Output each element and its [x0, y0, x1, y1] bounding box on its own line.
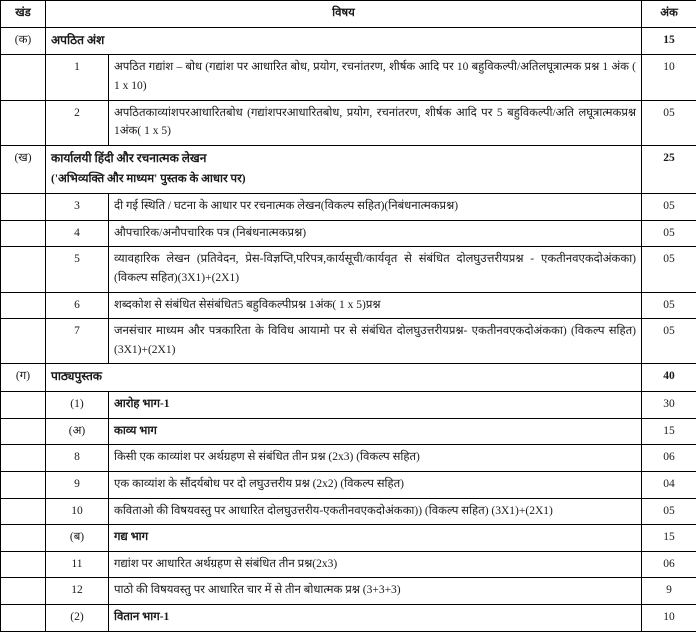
- row-ank: 05: [642, 100, 696, 145]
- row-ank: 05: [642, 319, 696, 364]
- row-vishay: शब्दकोश से संबंधित सेसंबंधित5 बहुविकल्पीप्रश्न 1अंक( 1 x 5)प्रश्न: [109, 292, 642, 319]
- row-ank: 10: [642, 605, 696, 632]
- table-row: [1, 247, 696, 292]
- table-row: [1, 418, 696, 445]
- table-row: [1, 578, 696, 605]
- row-ank: 05: [642, 292, 696, 319]
- row-khand: [1, 551, 46, 578]
- header-cell-khand: खंड: [1, 1, 46, 28]
- row-ank: 05: [642, 194, 696, 221]
- row-vishay: पाठो की विषयवस्तु पर आधारित चार में से तीन बोधात्मक प्रश्न (3+3+3): [109, 578, 642, 605]
- row-number: 2: [46, 100, 109, 145]
- row-khand: [1, 247, 46, 292]
- row-number: 6: [46, 292, 109, 319]
- row-vishay: [46, 145, 642, 193]
- table-row: [1, 498, 696, 525]
- row-vishay: गद्य भाग: [109, 525, 642, 552]
- row-ank: 9: [642, 578, 696, 605]
- row-vishay: कविताओ की विषयवस्तु पर आधारित दोलघुउत्तरीय-एकतीनवएकदोअंकका)) (विकल्प सहित) (3X1)+(2X1): [109, 498, 642, 525]
- table-row: [1, 220, 696, 247]
- row-khand: (ग): [1, 364, 46, 392]
- row-vishay: [46, 364, 642, 392]
- row-number: 4: [46, 220, 109, 247]
- row-ank: 06: [642, 551, 696, 578]
- table-row: [1, 145, 696, 193]
- row-number: 7: [46, 319, 109, 364]
- table-header-row: [1, 1, 696, 28]
- row-ank: 15: [642, 418, 696, 445]
- row-vishay: जनसंचार माध्यम और पत्रकारिता के विविध आयामो पर से संबंधित दोलघुउत्तरीयप्रश्न- एकतीनवएकदोअंकका) (विकल्प सहित)(3X1)+(2X1): [109, 319, 642, 364]
- row-number: 11: [46, 551, 109, 578]
- row-number: 10: [46, 498, 109, 525]
- row-number: (2): [46, 605, 109, 632]
- table-row: [1, 551, 696, 578]
- row-ank: 40: [642, 364, 696, 392]
- row-ank: 05: [642, 220, 696, 247]
- row-ank: 05: [642, 498, 696, 525]
- table-row: [1, 525, 696, 552]
- row-ank: 15: [642, 27, 696, 55]
- row-title: कार्यालयी हिंदी और रचनात्मक लेखन: [51, 151, 206, 165]
- table-row: [1, 292, 696, 319]
- table-row: [1, 100, 696, 145]
- table-row: [1, 55, 696, 100]
- row-number: (ब): [46, 525, 109, 552]
- row-vishay: काव्य भाग: [109, 418, 642, 445]
- row-title: पाठ्यपुस्तक: [51, 369, 102, 383]
- row-khand: [1, 418, 46, 445]
- table-row: [1, 605, 696, 632]
- row-number: 3: [46, 194, 109, 221]
- row-number: (1): [46, 392, 109, 419]
- row-khand: (ख): [1, 145, 46, 193]
- row-khand: [1, 525, 46, 552]
- row-khand: [1, 471, 46, 498]
- row-khand: [1, 605, 46, 632]
- row-khand: [1, 498, 46, 525]
- row-ank: 04: [642, 471, 696, 498]
- row-vishay: आरोह भाग-1: [109, 392, 642, 419]
- table-row: [1, 319, 696, 364]
- header-cell-vishay: विषय: [46, 1, 642, 28]
- row-khand: [1, 292, 46, 319]
- table-row: [1, 194, 696, 221]
- row-vishay: गद्यांश पर आधारित अर्थग्रहण से संबंधित तीन प्रश्न(2x3): [109, 551, 642, 578]
- row-subtitle: ('अभिव्यक्ति और माध्यम' पुस्तक के आधार पर): [51, 170, 636, 189]
- table-row: [1, 364, 696, 392]
- row-khand: [1, 578, 46, 605]
- row-khand: [1, 445, 46, 472]
- row-khand: [1, 194, 46, 221]
- row-khand: (क): [1, 27, 46, 55]
- row-ank: 25: [642, 145, 696, 193]
- row-vishay: [46, 27, 642, 55]
- row-number: 9: [46, 471, 109, 498]
- row-khand: [1, 392, 46, 419]
- row-khand: [1, 220, 46, 247]
- row-ank: 10: [642, 55, 696, 100]
- row-number: 8: [46, 445, 109, 472]
- table-row: [1, 445, 696, 472]
- row-vishay: दी गई स्थिति / घटना के आधार पर रचनात्मक लेखन(विकल्प सहित)(निबंधनात्मकप्रश्न): [109, 194, 642, 221]
- table-row: [1, 392, 696, 419]
- row-number: (अ): [46, 418, 109, 445]
- header-cell-ank: अंक: [642, 1, 696, 28]
- row-title: अपठित अंश: [51, 33, 104, 47]
- row-khand: [1, 100, 46, 145]
- row-vishay: अपठित गद्यांश – बोध (गद्यांश पर आधारित बोध, प्रयोग, रचनांतरण, शीर्षक आदि पर 10 बहुविकल्पी/अतिलघूत्रात्मक प्रश्न 1 अंक ( 1 x 10): [109, 55, 642, 100]
- row-vishay: औपचारिक/अनौपचारिक पत्र (निबंधनात्मकप्रश्न): [109, 220, 642, 247]
- row-number: 12: [46, 578, 109, 605]
- row-ank: 30: [642, 392, 696, 419]
- row-vishay: किसी एक काव्यांश पर अर्थग्रहण से संबंधित तीन प्रश्न (2x3) (विकल्प सहित): [109, 445, 642, 472]
- row-vishay: व्यावहारिक लेखन (प्रतिवेदन, प्रेस-विज्ञप्ति,परिपत्र,कार्यसूची/कार्यवृत से संबंधित दोलघुउत्तरीयप्रश्न - एकतीनवएकदोअंकका) (विकल्प सहित)(3X1)+(2X1): [109, 247, 642, 292]
- row-vishay: अपठितकाव्यांशपरआधारितबोध (गद्यांशपरआधारितबोध, प्रयोग, रचनांतरण, शीर्षक आदि पर 5 बहुविकल्पी/अति लघूत्रात्मकप्रश्न 1अंक( 1 x 5): [109, 100, 642, 145]
- table-row: [1, 471, 696, 498]
- table-row: [1, 27, 696, 55]
- row-vishay: एक काव्यांश के सौंदर्यबोध पर दो लघुउत्तरीय प्रश्न (2x2) (विकल्प सहित): [109, 471, 642, 498]
- row-khand: [1, 55, 46, 100]
- row-ank: 15: [642, 525, 696, 552]
- row-number: 5: [46, 247, 109, 292]
- row-ank: 05: [642, 247, 696, 292]
- row-vishay: वितान भाग-1: [109, 605, 642, 632]
- row-ank: 06: [642, 445, 696, 472]
- row-khand: [1, 319, 46, 364]
- row-number: 1: [46, 55, 109, 100]
